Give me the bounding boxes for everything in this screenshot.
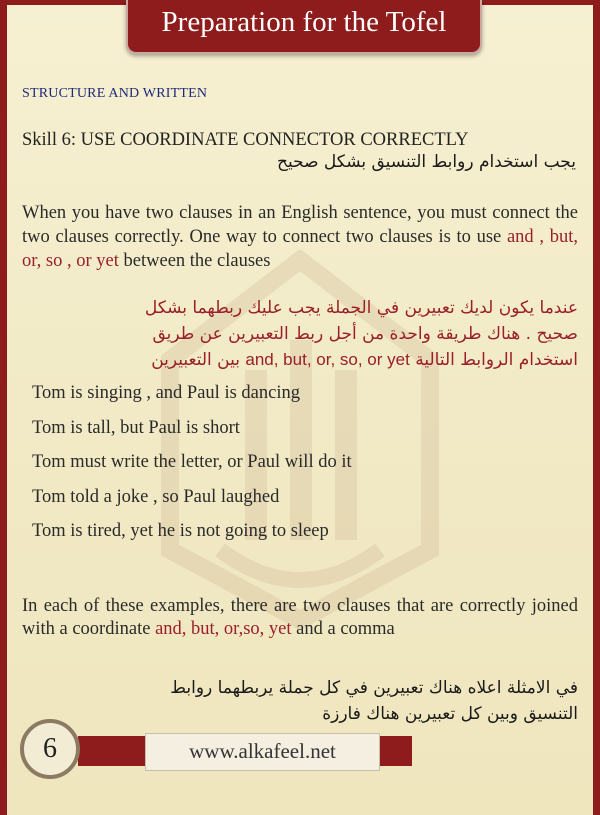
- footer-url-link[interactable]: www.alkafeel.net: [189, 739, 336, 763]
- intro-arabic-line-3-prefix: استخدام الروابط التالية: [415, 350, 578, 370]
- skill-heading-arabic: يجب استخدام روابط التنسيق بشكل صحيح: [277, 152, 576, 172]
- intro-text-before: When you have two clauses in an English sentence, you must connect the two clauses correctly. One way to connect two clauses is to use: [22, 203, 578, 247]
- intro-arabic-line-3: [18, 347, 578, 373]
- example-item: Tom is tall, but Paul is short: [32, 417, 240, 438]
- intro-arabic-connectors: and, but, or, so, or yet: [245, 350, 410, 369]
- example-item: Tom told a joke , so Paul laughed: [32, 486, 280, 507]
- intro-arabic-line-2: صحيح . هناك طريقة واحدة من أجل ربط التعبيرين عن طريق: [152, 324, 578, 344]
- right-border: [593, 0, 600, 815]
- summary-text-after: and a comma: [291, 619, 395, 639]
- intro-text-after: between the clauses: [118, 251, 271, 271]
- page-number-badge: [20, 719, 80, 779]
- intro-highlight-connectors: and , but, or, so , or yet: [22, 227, 578, 271]
- summary-text-before: In each of these examples, there are two clauses that are correctly joined with a coordinate: [22, 596, 578, 639]
- intro-arabic-line-3-suffix: بين التعبيرين: [151, 350, 240, 370]
- summary-highlight-connectors: and, but, or,so, yet: [155, 619, 292, 639]
- intro-arabic-line-1: عندما يكون لديك تعبيرين في الجملة يجب عليك ربطهما بشكل: [144, 298, 578, 318]
- example-item: Tom is singing , and Paul is dancing: [32, 383, 300, 403]
- skill-heading: Skill 6: USE COORDINATE CONNECTOR CORRECTLY: [22, 130, 469, 150]
- section-title: STRUCTURE AND WRITTEN: [22, 86, 208, 101]
- summary-arabic-line-1: في الامثلة اعلاه هناك تعبيرين في كل جملة يربطهما روابط: [170, 678, 578, 698]
- intro-paragraph-arabic: [18, 295, 578, 373]
- intro-paragraph: [22, 201, 578, 273]
- example-item: Tom must write the letter, or Paul will do it: [32, 452, 352, 472]
- examples-list: [32, 383, 352, 556]
- summary-paragraph-arabic: [18, 675, 578, 727]
- footer-url-box: [145, 733, 380, 771]
- page-title: Preparation for the Tofel: [161, 6, 447, 38]
- summary-arabic-line-2: التنسيق وبين كل تعبيرين هناك فارزة: [322, 704, 578, 724]
- summary-paragraph: [22, 595, 578, 641]
- example-item: Tom is tired, yet he is not going to sleep: [32, 521, 329, 541]
- title-banner: [126, 0, 482, 54]
- page-number: 6: [43, 733, 57, 764]
- left-border: [0, 0, 7, 815]
